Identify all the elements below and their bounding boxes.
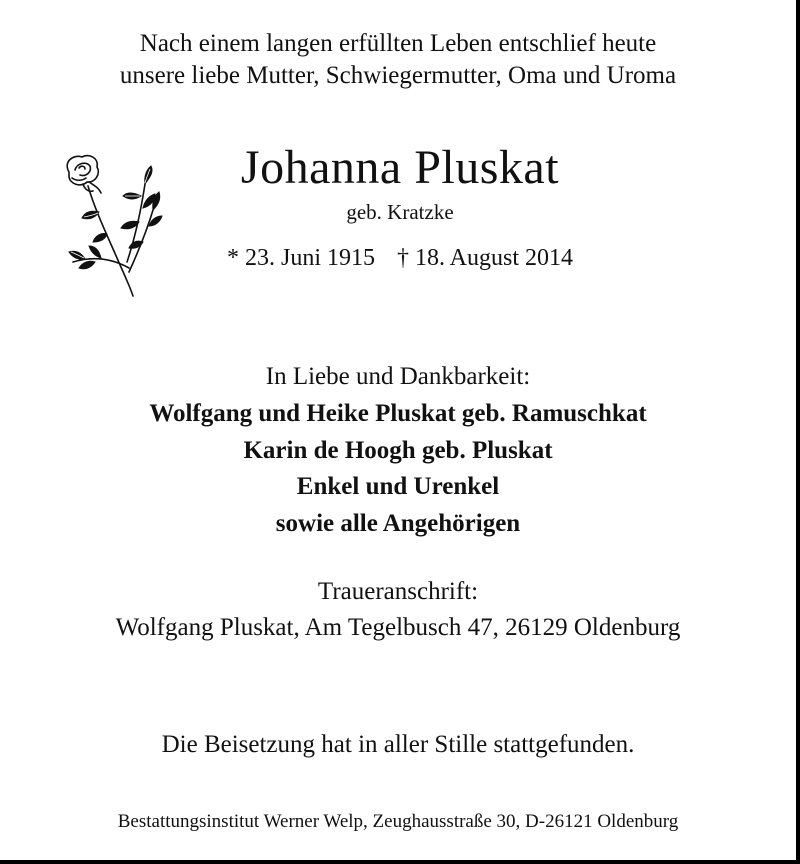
mourner-line: sowie alle Angehörigen	[275, 509, 521, 537]
mourner-line: Enkel und Urenkel	[296, 473, 500, 500]
life-dates	[170, 243, 630, 273]
mourner-line: Wolfgang und Heike Pluskat geb. Ramuschkat	[149, 400, 647, 427]
death-date: † 18. August 2014	[397, 245, 574, 271]
mourning-address-label: Traueranschrift:	[317, 578, 479, 605]
rose-icon	[55, 150, 165, 300]
mourners-heading: In Liebe und Dankbarkeit:	[265, 363, 531, 390]
deceased-name: Johanna Pluskat	[240, 141, 560, 194]
intro-text	[0, 28, 796, 92]
undertaker-info: Bestattungsinstitut Werner Welp, Zeughausstraße 30, D-26121 Oldenburg	[117, 811, 679, 832]
mourning-address: Wolfgang Pluskat, Am Tegelbusch 47, 26129 Oldenburg	[115, 614, 681, 641]
birth-date: * 23. Juni 1915	[226, 245, 375, 271]
mourner-line: Karin de Hoogh geb. Pluskat	[243, 436, 553, 464]
birth-name: geb. Kratzke	[346, 200, 454, 224]
intro-line-1: Nach einem langen erfüllten Leben entschlief heute	[139, 30, 657, 57]
burial-note: Die Beisetzung hat in aller Stille stattgefunden.	[161, 731, 635, 758]
mourners-list	[0, 396, 796, 542]
intro-line-2: unsere liebe Mutter, Schwiegermutter, Oma und Uroma	[119, 62, 677, 89]
